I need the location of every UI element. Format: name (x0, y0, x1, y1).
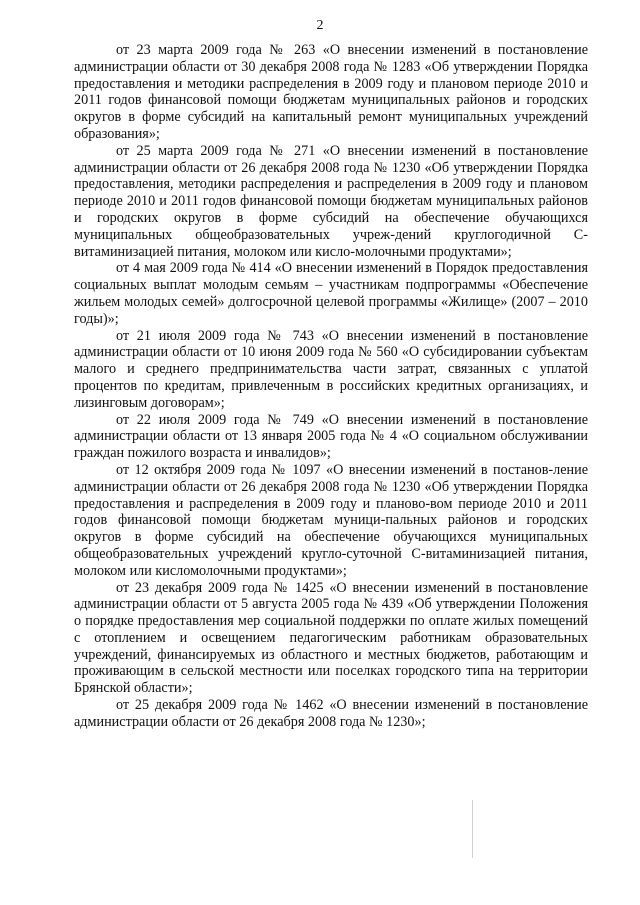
page-number: 2 (316, 18, 324, 33)
paragraph-amendment-263: от 23 марта 2009 года № 263 «О внесении изменений в постановление администрации области от 30 декабря 2008 года № 1283 «Об утверждении Порядка предоставления и методики распределения в 2009 году и плановом периоде 2010 и 2011 годов финансовой помощи бюджетам муниципальных районов и городских округов в форме субсидий на капитальный ремонт муниципальных учреждений образования»; (74, 42, 588, 142)
paragraph-amendment-1462: от 25 декабря 2009 года № 1462 «О внесении изменений в постановление администрации области от 26 декабря 2008 года № 1230»; (74, 697, 588, 730)
paragraph-amendment-414: от 4 мая 2009 года № 414 «О внесении изменений в Порядок предоставления социальных выплат молодым семьям – участникам подпрограммы «Обеспечение жильем молодых семей» долгосрочной целевой программы «Жилище» (2007 – 2010 годы)»; (74, 260, 588, 327)
paragraph-amendment-743: от 21 июля 2009 года № 743 «О внесении изменений в постановление администрации области от 10 июня 2009 года № 560 «О субсидировании субъектам малого и среднего предпринимательства части затрат, связанных с уплатой процентов по кредитам, привлеченным в российских кредитных организациях, и лизинговым договорам»; (74, 327, 588, 411)
paragraph-amendment-1425: от 23 декабря 2009 года № 1425 «О внесении изменений в постановление администрации области от 5 августа 2005 года № 439 «Об утверждении Положения о порядке предоставления мер социальной поддержки по оплате жилых помещений с отоплением и освещением педагогическим работникам образовательных учреждений, финансируемых из областного и местных бюджетов, работающим и проживающим в сельской местности или поселках городского типа на территории Брянской области»; (74, 579, 588, 697)
document-body (74, 42, 588, 731)
paragraph-amendment-1097: от 12 октября 2009 года № 1097 «О внесении изменений в постанов-ление администрации области от 26 декабря 2008 года № 1230 «Об утверждении Порядка предоставления и распределения в 2009 году и планово-вом периоде 2010 и 2011 годов финансовой помощи бюджетам муници-пальных районов и городских округов в форме субсидий на обеспечение обучающихся муниципальных общеобразовательных учреждений кругло-суточной С-витаминизацией питания, молоком или кисломолочными продуктами»; (74, 461, 588, 579)
paragraph-amendment-271: от 25 марта 2009 года № 271 «О внесении изменений в постановление администрации области от 26 декабря 2008 года № 1230 «Об утверждении Порядка предоставления, методики распределения и распределения в 2009 году и плановом периоде 2010 и 2011 годов финансовой помощи бюджетам муниципальных районов и городских округов в форме субсидий на обеспечение обучающихся муниципальных общеобразовательных учреж-дений круглогодичной С-витаминизацией питания, молоком или кисло-молочными продуктами»; (74, 142, 588, 260)
paragraph-amendment-749: от 22 июля 2009 года № 749 «О внесении изменений в постановление администрации области от 13 января 2005 года № 4 «О социальном обслуживании граждан пожилого возраста и инвалидов»; (74, 411, 588, 462)
scan-artifact-line (472, 800, 473, 858)
